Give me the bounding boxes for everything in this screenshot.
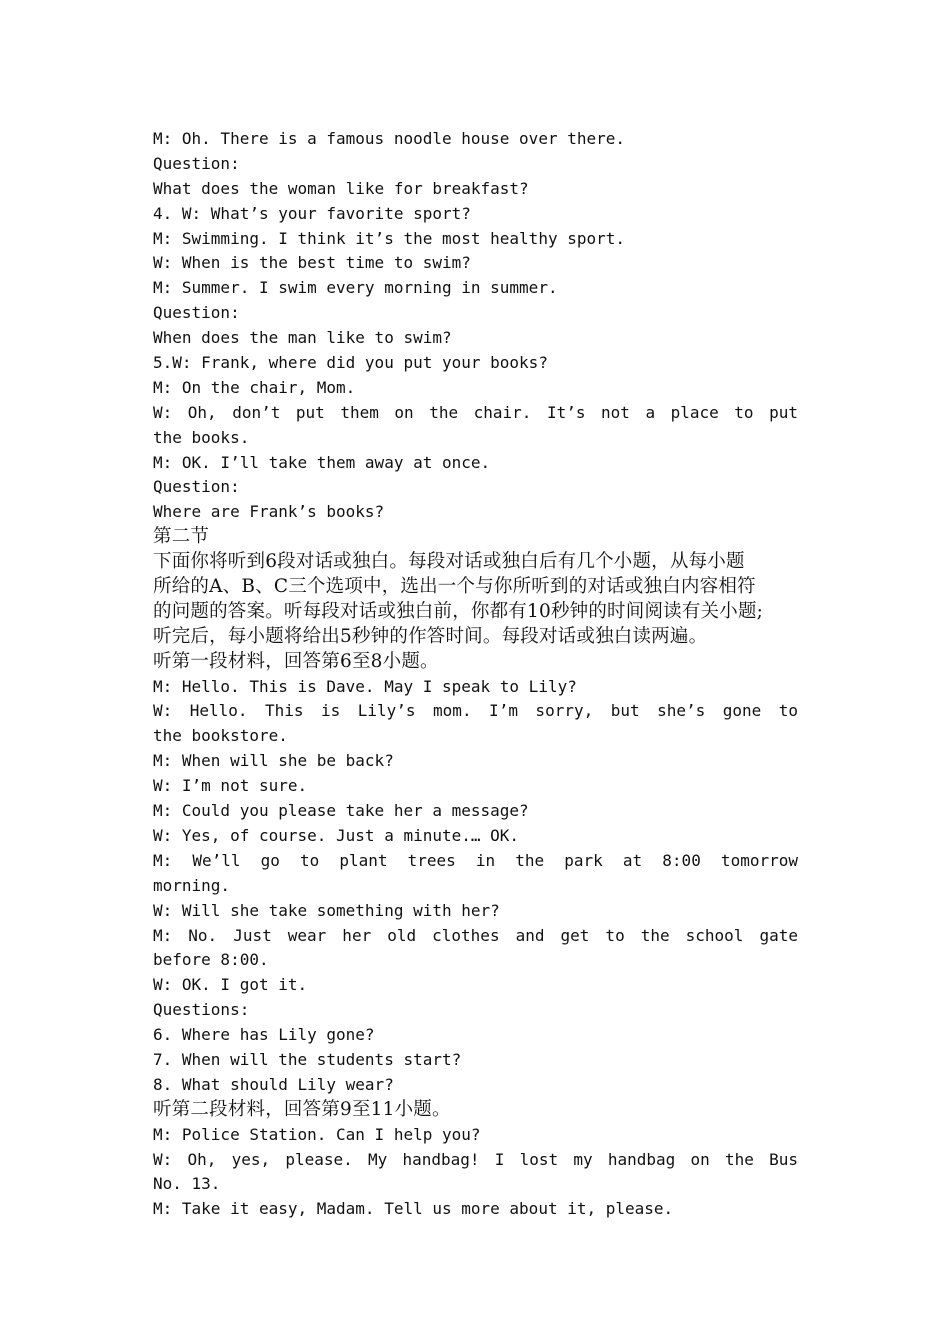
text-line: the bookstore. [153,726,288,746]
text-line: M: Could you please take her a message? [153,801,529,821]
text-line: 第二节 [153,526,210,548]
text-line: M: No. Just wear her old clothes and get to the school gate [153,925,798,945]
text-line: before 8:00. [153,950,269,970]
text-line: Where are Frank’s books? [153,502,385,522]
text-line: 7. When will the students start? [153,1049,462,1069]
text-line: 听第二段材料，回答第9至11小题。 [153,1098,451,1120]
text-line: M: Summer. I swim every morning in summer. [153,278,558,298]
text-line: 下面你将听到6段对话或独白。每段对话或独白后有几个小题，从每小题 [153,551,745,573]
text-line: W: OK. I got it. [153,975,308,995]
document-page [153,127,798,1222]
text-line: 8. What should Lily wear? [153,1074,394,1094]
text-line: Question: [153,303,240,323]
text-line: W: When is the best time to swim? [153,253,471,273]
text-line: What does the woman like for breakfast? [153,178,529,198]
text-line: 听第一段材料，回答第6至8小题。 [153,650,439,672]
text-line: Question: [153,153,240,173]
text-line: M: OK. I’ll take them away at once. [153,452,491,472]
text-line: 6. Where has Lily gone? [153,1025,375,1045]
text-line: M: Police Station. Can I help you? [153,1124,481,1144]
text-line: M: Swimming. I think it’s the most healthy sport. [153,228,626,248]
text-line: the books. [153,427,250,447]
text-line: M: Hello. This is Dave. May I speak to Lily? [153,676,577,696]
text-line: 的问题的答案。听每段对话或独白前，你都有10秒钟的时间阅读有关小题; [153,600,764,622]
text-line: M: When will she be back? [153,751,394,771]
text-line: W: Oh, yes, please. My handbag! I lost my handbag on the Bus [153,1149,798,1169]
text-line: M: On the chair, Mom. [153,377,356,397]
text-line: When does the man like to swim? [153,328,452,348]
text-line: W: Oh, don’t put them on the chair. It’s not a place to put [153,402,798,422]
text-line: 5.W: Frank, where did you put your books? [153,353,548,373]
text-line: M: Oh. There is a famous noodle house over there. [153,129,626,148]
text-line: W: Hello. This is Lily’s mom. I’m sorry, but she’s gone to [153,701,798,721]
text-line: W: I’m not sure. [153,776,308,796]
text-line: W: Yes, of course. Just a minute.… OK. [153,825,520,845]
text-line: 听完后，每小题将给出5秒钟的作答时间。每段对话或独白读两遍。 [153,625,708,647]
text-line: No. 13. [153,1174,221,1194]
text-line: Question: [153,477,240,497]
text-line: M: We’ll go to plant trees in the park at 8:00 tomorrow [153,850,798,870]
text-line: 4. W: What’s your favorite sport? [153,203,471,223]
text-line: M: Take it easy, Madam. Tell us more about it, please. [153,1199,674,1219]
text-line: morning. [153,875,231,895]
text-line: Questions: [153,1000,250,1020]
text-line: 所给的A、B、C三个选项中，选出一个与你所听到的对话或独白内容相符 [153,576,756,598]
text-line: W: Will she take something with her? [153,900,500,920]
